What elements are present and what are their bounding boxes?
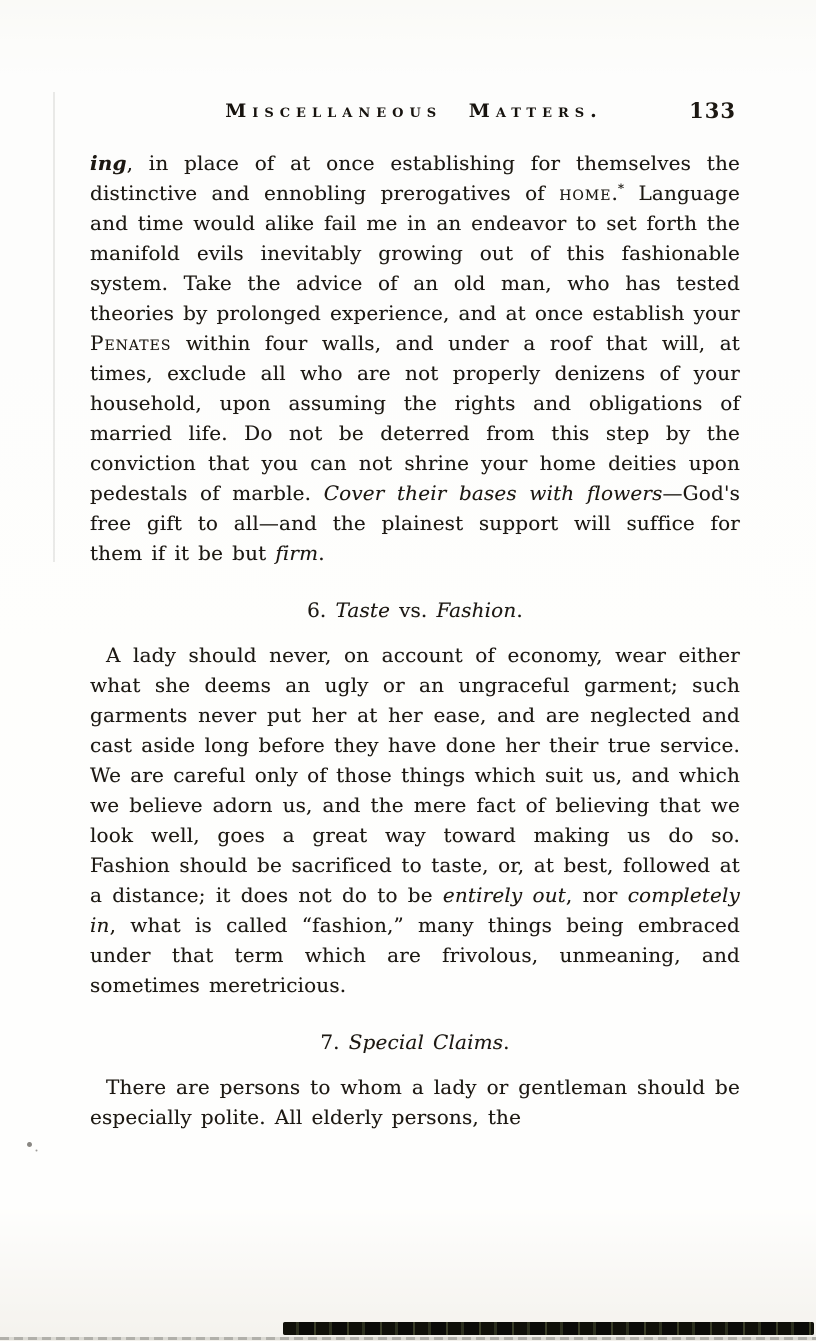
text-run: 7. [320, 1030, 349, 1054]
text-run: ing [90, 151, 127, 175]
scan-artifact-dark-bar [283, 1322, 814, 1335]
text-run: firm [275, 541, 319, 565]
text-run: , nor [565, 883, 628, 907]
text-run: , what is called “fashion,” many things being embraced under that term which are frivolous, unmeaning, and sometimes meretricious. [90, 913, 740, 997]
section-heading-special-claims [90, 1027, 740, 1057]
text-run: A lady should never, on account of economy, wear either what she deems an ugly or an ungraceful garment; such garments never put her at her ease, and are neglected and cast aside long before they have done her their true service. We are careful only of those things which suit us, and which we believe adorn us, and the mere fact of believing that we look well, goes a great way toward making us do so. Fashion should be sacrificed to taste, or, at best, followed at a distance; it does not do to be [90, 643, 740, 907]
paragraph-continuation [90, 148, 740, 568]
text-run: Cover their bases with flowers [323, 481, 663, 505]
text-run: Fashion [436, 598, 517, 622]
text-run: There are persons to whom a lady or gentleman should be especially polite. All elderly persons, the [90, 1075, 740, 1129]
text-run: completely in [90, 883, 740, 937]
text-run: Taste [335, 598, 391, 622]
text-run: Language and time would alike fail me in an endeavor to set forth the manifold evils inevitably growing out of this fashionable system. Take the advice of an old man, who has tested theories by prolonged experience, and at once establish your [90, 181, 740, 325]
scan-artifact-margin-dots [27, 1142, 32, 1147]
text-run: —God's free gift to all—and the plainest support will suffice for them if it be but [90, 481, 741, 565]
paragraph-taste-vs-fashion [90, 640, 740, 1000]
text-run: Penates [90, 331, 172, 355]
section-heading-taste-vs-fashion [90, 595, 740, 625]
text-run: home [559, 181, 612, 205]
text-run: . [516, 598, 523, 622]
page-body [90, 148, 740, 1132]
text-run: entirely out [442, 883, 566, 907]
text-run: . [503, 1030, 510, 1054]
text-run: within four walls, and under a roof that will, at times, exclude all who are not properly denizens of your household, upon assuming the rights and obligations of married life. Do not be deterred from this step by the conviction that you can not shrine your home deities upon pedestals of marble. [90, 331, 740, 505]
text-run: . [318, 541, 325, 565]
running-title: Miscellaneous Matters. [225, 100, 603, 122]
text-run: 6. [307, 598, 336, 622]
text-run: , in place of at once establishing for themselves the distinctive and ennobling prerogatives of [90, 151, 740, 205]
text-run: * [617, 181, 625, 196]
paragraph-special-claims [90, 1072, 740, 1132]
text-run: . [611, 181, 618, 205]
text-run: Special Claims [348, 1030, 504, 1054]
page-number: 133 [689, 98, 736, 123]
page-header [90, 100, 738, 132]
scan-artifact-edge-shade [53, 92, 55, 562]
scan-artifact-bottom-line [0, 1337, 816, 1340]
text-run: vs. [390, 598, 437, 622]
